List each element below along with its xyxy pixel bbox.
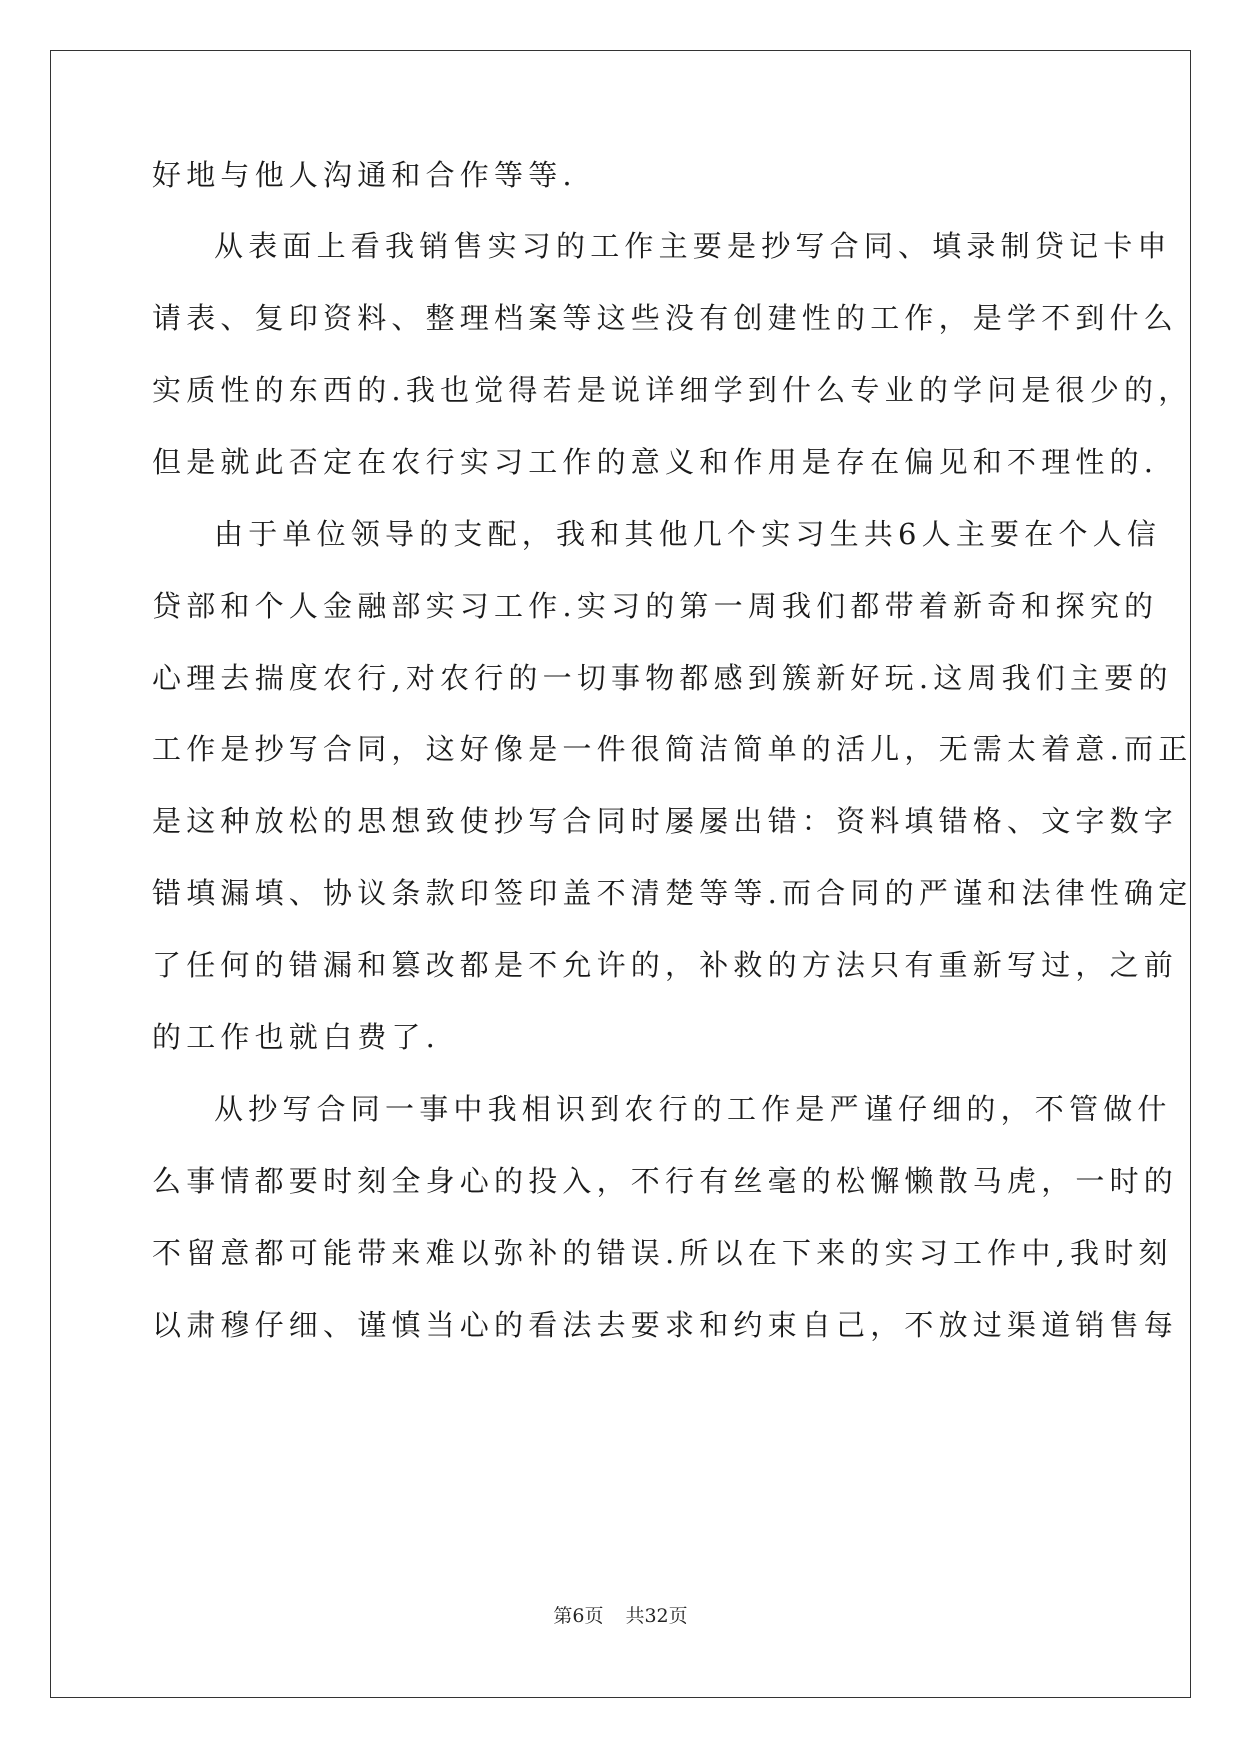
text-line-15: 么事情都要时刻全身心的投入，不行有丝毫的松懈懒散马虎，一时的 (152, 1164, 1179, 1198)
text-line-1: 好地与他人沟通和合作等等. (152, 158, 577, 192)
text-line-7: 贷部和个人金融部实习工作.实习的第一周我们都带着新奇和探究的 (152, 589, 1159, 623)
text-line-10: 是这种放松的思想致使抄写合同时屡屡出错：资料填错格、文字数字 (152, 804, 1179, 838)
text-line-13: 的工作也就白费了. (152, 1020, 441, 1054)
text-line-4: 实质性的东西的.我也觉得若是说详细学到什么专业的学问是很少的， (152, 373, 1193, 407)
text-line-11: 错填漏填、协议条款印签印盖不清楚等等.而合同的严谨和法律性确定 (152, 876, 1193, 910)
text-line-2: 从表面上看我销售实习的工作主要是抄写合同、填录制贷记卡申 (214, 229, 1172, 263)
page-footer (0, 1604, 1241, 1628)
text-line-17: 以肃穆仔细、谨慎当心的看法去要求和约束自己，不放过渠道销售每 (152, 1308, 1179, 1342)
text-line-6: 由于单位领导的支配，我和其他几个实习生共6人主要在个人信 (214, 517, 1162, 551)
text-line-12: 了任何的错漏和篡改都是不允许的，补救的方法只有重新写过，之前 (152, 948, 1179, 982)
page-total: 共32页 (625, 1605, 688, 1627)
text-line-8: 心理去揣度农行,对农行的一切事物都感到簇新好玩.这周我们主要的 (152, 661, 1173, 695)
page-number: 第6页 (553, 1605, 604, 1627)
text-line-3: 请表、复印资料、整理档案等这些没有创建性的工作，是学不到什么 (152, 301, 1179, 335)
page-frame (50, 50, 1191, 1698)
text-line-5: 但是就此否定在农行实习工作的意义和作用是存在偏见和不理性的. (152, 445, 1159, 479)
text-line-9: 工作是抄写合同，这好像是一件很简洁简单的活儿，无需太着意.而正 (152, 732, 1193, 766)
text-line-16: 不留意都可能带来难以弥补的错误.所以在下来的实习工作中,我时刻 (152, 1236, 1173, 1270)
text-line-14: 从抄写合同一事中我相识到农行的工作是严谨仔细的，不管做什 (214, 1092, 1172, 1126)
